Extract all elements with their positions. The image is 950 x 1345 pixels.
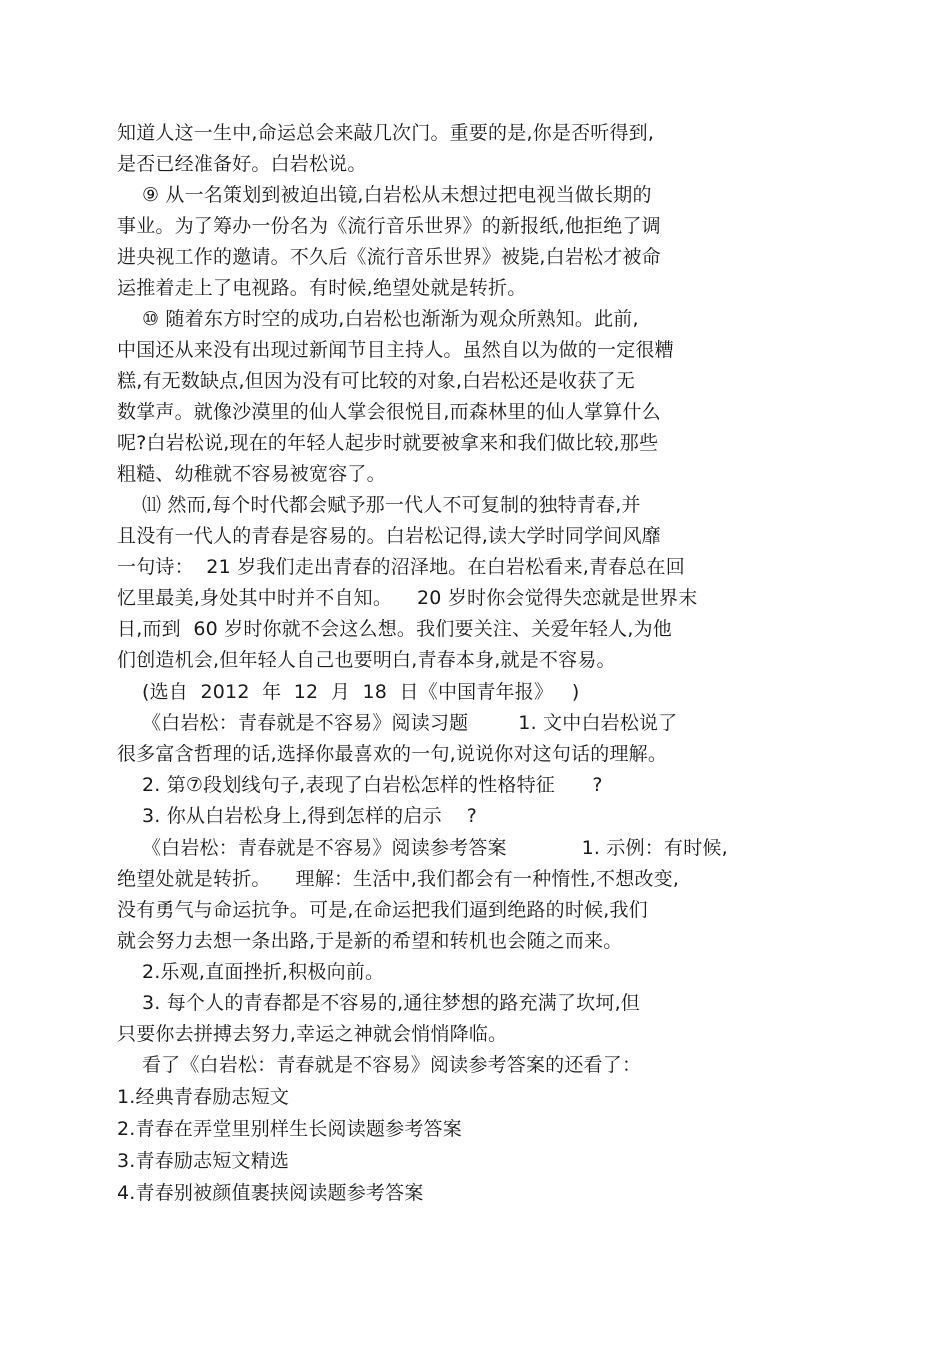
text-line: 粗糙、幼稚就不容易被宽容了。 — [117, 463, 386, 485]
text-line: 3. 你从白岩松身上,得到怎样的启示 ? — [117, 805, 478, 827]
text-line: 《白岩松：青春就是不容易》阅读习题 1. 文中白岩松说了 — [117, 712, 678, 734]
text-line: 数掌声。就像沙漠里的仙人掌会很悦目,而森林里的仙人掌算什么 — [117, 401, 661, 423]
related-link[interactable]: 2.青春在弄堂里别样生长阅读题参考答案 — [117, 1118, 462, 1140]
text-line: 且没有一代人的青春是容易的。白岩松记得,读大学时同学间风靡 — [117, 525, 661, 547]
related-link[interactable]: 3.青春励志短文精选 — [117, 1150, 290, 1172]
text-line: 忆里最美,身处其中时并不自知。 20 岁时你会觉得失恋就是世界末 — [117, 587, 698, 609]
text-line: 糕,有无数缺点,但因为没有可比较的对象,白岩松还是收获了无 — [117, 370, 635, 392]
text-line: 很多富含哲理的话,选择你最喜欢的一句,说说你对这句话的理解。 — [117, 743, 668, 765]
text-line: 《白岩松：青春就是不容易》阅读参考答案 1. 示例：有时候, — [117, 837, 728, 859]
text-line: 2. 第⑦段划线句子,表现了白岩松怎样的性格特征 ? — [117, 774, 603, 796]
text-line: 绝望处就是转折。 理解：生活中,我们都会有一种惰性,不想改变, — [117, 868, 680, 890]
text-line: 进央视工作的邀请。不久后《流行音乐世界》被毙,白岩松才被命 — [117, 246, 661, 268]
text-line: 没有勇气与命运抗争。可是,在命运把我们逼到绝路的时候,我们 — [117, 899, 648, 921]
text-line: 是否已经准备好。白岩松说。 — [117, 153, 367, 175]
related-link[interactable]: 4.青春别被颜值裹挟阅读题参考答案 — [117, 1182, 424, 1204]
text-line: 知道人这一生中,命运总会来敲几次门。重要的是,你是否听得到, — [117, 122, 655, 144]
text-line: 一句诗： 21 岁我们走出青春的沼泽地。在白岩松看来,青春总在回 — [117, 556, 685, 578]
text-line: 2.乐观,直面挫折,积极向前。 — [117, 961, 385, 983]
text-line: 中国还从来没有出现过新闻节目主持人。虽然自以为做的一定很糟 — [117, 339, 674, 361]
text-line: ⑾ 然而,每个时代都会赋予那一代人不可复制的独特青春,并 — [117, 494, 641, 516]
related-link[interactable]: 1.经典青春励志短文 — [117, 1086, 290, 1108]
text-line: 日,而到 60 岁时你就不会这么想。我们要关注、关爱年轻人,为他 — [117, 618, 672, 640]
text-line: 看了《白岩松：青春就是不容易》阅读参考答案的还看了： — [117, 1054, 642, 1076]
text-line: 呢?白岩松说,现在的年轻人起步时就要被拿来和我们做比较,那些 — [117, 432, 659, 454]
text-line: ⑨ 从一名策划到被迫出镜,白岩松从未想过把电视当做长期的 — [117, 184, 652, 206]
text-line: 3. 每个人的青春都是不容易的,通往梦想的路充满了坎坷,但 — [117, 992, 641, 1014]
text-line: 事业。为了筹办一份名为《流行音乐世界》的新报纸,他拒绝了调 — [117, 215, 661, 237]
text-line: 只要你去拼搏去努力,幸运之神就会悄悄降临。 — [117, 1023, 508, 1045]
text-line: ⑩ 随着东方时空的成功,白岩松也渐渐为观众所熟知。此前, — [117, 308, 639, 330]
text-line: 就会努力去想一条出路,于是新的希望和转机也会随之而来。 — [117, 930, 623, 952]
source-citation: (选自 2012 年 12 月 18 日《中国青年报》 ) — [117, 681, 580, 703]
text-line: 运推着走上了电视路。有时候,绝望处就是转折。 — [117, 277, 527, 299]
text-line: 们创造机会,但年轻人自己也要明白,青春本身,就是不容易。 — [117, 649, 616, 671]
